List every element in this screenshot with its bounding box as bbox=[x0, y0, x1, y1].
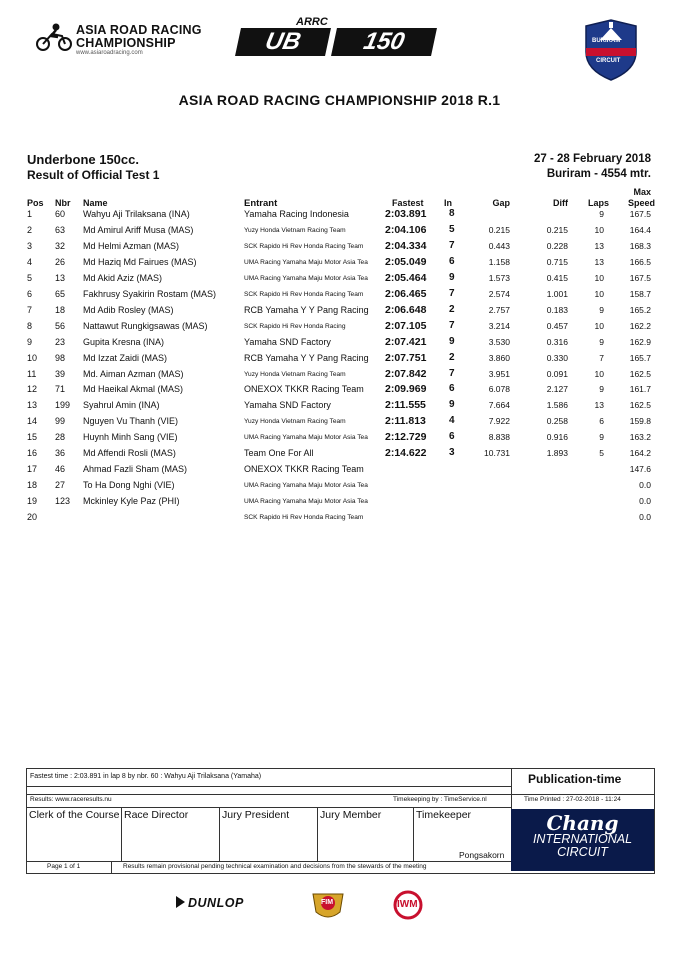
buriram-logo-top: BURIRAM bbox=[592, 38, 621, 44]
cell-laps: 10 bbox=[594, 272, 604, 283]
cell-pos: 13 bbox=[27, 400, 38, 411]
cell-nbr: 199 bbox=[55, 400, 71, 411]
cell-entrant: Yuzy Honda Vietnam Racing Team bbox=[244, 370, 346, 378]
cell-entrant: SCK Rapido Hi Rev Honda Racing Team bbox=[244, 242, 364, 250]
cell-fastest: 2:03.891 bbox=[385, 208, 427, 220]
cell-fastest: 2:07.751 bbox=[385, 351, 427, 364]
race-director-label: Race Director bbox=[124, 809, 189, 821]
table-row bbox=[0, 209, 679, 225]
cell-laps: 13 bbox=[594, 240, 604, 251]
jury-president-label: Jury President bbox=[222, 809, 290, 821]
col-nbr: Nbr bbox=[55, 198, 71, 208]
col-name: Name bbox=[83, 198, 108, 208]
cell-speed: 165.7 bbox=[629, 352, 651, 363]
cell-entrant: UMA Racing Yamaha Maju Motor Asia Tea bbox=[244, 434, 368, 442]
cell-nbr: 27 bbox=[55, 480, 66, 491]
cell-laps: 13 bbox=[594, 400, 604, 411]
cell-gap: 8.838 bbox=[488, 432, 510, 443]
jury-member-label: Jury Member bbox=[320, 809, 382, 821]
cell-diff: 0.316 bbox=[546, 336, 568, 347]
cell-in: 6 bbox=[449, 255, 455, 267]
cell-entrant: Yuzy Honda Vietnam Racing Team bbox=[244, 418, 346, 426]
cell-speed: 161.7 bbox=[629, 384, 651, 395]
cell-fastest: 2:07.421 bbox=[385, 335, 427, 348]
timekeeper-name: Pongsakorn bbox=[459, 850, 505, 860]
cell-name: Ahmad Fazli Sham (MAS) bbox=[83, 464, 188, 475]
footer-box bbox=[26, 768, 655, 874]
cell-diff: 0.415 bbox=[546, 272, 568, 283]
cell-pos: 6 bbox=[27, 288, 33, 299]
cell-in: 8 bbox=[449, 208, 455, 219]
cell-name: Md Affendi Rosli (MAS) bbox=[83, 448, 176, 459]
cell-name: Md Haziq Md Fairues (MAS) bbox=[83, 256, 197, 267]
arrc-logo-line2: CHAMPIONSHIP bbox=[76, 36, 176, 50]
cell-nbr: 28 bbox=[55, 432, 66, 443]
table-row bbox=[0, 496, 679, 512]
cell-pos: 8 bbox=[27, 320, 33, 331]
cell-entrant: UMA Racing Yamaha Maju Motor Asia Tea bbox=[244, 498, 368, 506]
cell-gap: 3.951 bbox=[488, 368, 510, 379]
cell-name: Md Amirul Ariff Musa (MAS) bbox=[83, 224, 194, 235]
cell-fastest: 2:11.555 bbox=[385, 399, 426, 412]
col-diff: Diff bbox=[553, 198, 568, 208]
cell-in: 5 bbox=[449, 223, 455, 235]
cell-pos: 20 bbox=[27, 512, 38, 523]
cell-entrant: SCK Rapido Hi Rev Honda Racing bbox=[244, 322, 346, 330]
cell-name: To Ha Dong Nghi (VIE) bbox=[83, 480, 175, 491]
cell-fastest: 2:04.106 bbox=[385, 223, 427, 236]
cell-speed: 158.7 bbox=[629, 288, 651, 299]
table-row bbox=[0, 416, 679, 432]
cell-gap: 0.215 bbox=[488, 224, 510, 235]
cell-gap: 0.443 bbox=[488, 240, 510, 251]
cell-pos: 19 bbox=[27, 496, 38, 507]
cell-gap: 10.731 bbox=[484, 448, 510, 459]
cell-in: 2 bbox=[449, 351, 455, 363]
cell-in: 9 bbox=[449, 335, 455, 347]
table-row bbox=[0, 384, 679, 400]
event-date: 27 - 28 February 2018 bbox=[534, 153, 651, 165]
cell-name: Md Izzat Zaidi (MAS) bbox=[83, 352, 168, 363]
cell-entrant: Yuzy Honda Vietnam Racing Team bbox=[244, 226, 346, 234]
fim-text: FIM bbox=[321, 899, 334, 906]
cell-diff: 0.715 bbox=[546, 256, 568, 267]
arrc-logo-line1: ASIA ROAD RACING bbox=[76, 23, 202, 37]
cell-name: Md Akid Aziz (MAS) bbox=[83, 272, 163, 283]
cell-laps: 5 bbox=[599, 448, 604, 459]
cell-nbr: 56 bbox=[55, 320, 66, 331]
cell-diff: 1.586 bbox=[546, 400, 568, 411]
cell-diff: 0.215 bbox=[546, 224, 568, 235]
ub150-logo-150: 150 bbox=[331, 28, 437, 56]
cell-nbr: 13 bbox=[55, 272, 66, 283]
cell-nbr: 23 bbox=[55, 336, 66, 347]
cell-diff: 2.127 bbox=[546, 384, 568, 395]
cell-gap: 7.922 bbox=[488, 416, 510, 427]
cell-fastest: 2:11.813 bbox=[385, 415, 426, 428]
cell-nbr: 63 bbox=[55, 224, 66, 235]
table-row bbox=[0, 225, 679, 241]
cell-nbr: 46 bbox=[55, 464, 66, 475]
publication-time-label: Publication-time bbox=[528, 772, 622, 786]
cell-pos: 10 bbox=[27, 352, 38, 363]
table-row bbox=[0, 305, 679, 321]
class-name: Underbone 150cc. bbox=[27, 152, 139, 167]
fim-logo bbox=[310, 888, 346, 922]
cell-name: Nattawut Rungkigsawas (MAS) bbox=[83, 320, 208, 331]
cell-name: Huynh Minh Sang (VIE) bbox=[83, 432, 178, 443]
table-row bbox=[0, 512, 679, 528]
cell-speed: 167.5 bbox=[629, 209, 651, 219]
cell-pos: 14 bbox=[27, 416, 38, 427]
cell-laps: 7 bbox=[599, 352, 604, 363]
cell-fastest: 2:06.648 bbox=[385, 303, 427, 316]
cell-pos: 7 bbox=[27, 304, 33, 315]
cell-diff: 0.091 bbox=[546, 368, 568, 379]
table-row bbox=[0, 464, 679, 480]
cell-nbr: 60 bbox=[55, 209, 66, 219]
cell-laps: 9 bbox=[599, 432, 604, 443]
cell-entrant: SCK Rapido Hi Rev Honda Racing Team bbox=[244, 290, 364, 298]
cell-nbr: 26 bbox=[55, 256, 66, 267]
cell-speed: 0.0 bbox=[639, 480, 651, 491]
col-pos: Pos bbox=[27, 198, 44, 208]
cell-speed: 0.0 bbox=[639, 496, 651, 507]
cell-diff: 0.457 bbox=[546, 320, 568, 331]
cell-pos: 5 bbox=[27, 272, 33, 283]
chang-logo-mid: INTERNATIONAL bbox=[532, 832, 633, 846]
cell-nbr: 71 bbox=[55, 384, 66, 395]
cell-entrant: ONEXOX TKKR Racing Team bbox=[244, 464, 364, 475]
cell-pos: 12 bbox=[27, 384, 38, 395]
cell-in: 9 bbox=[449, 271, 455, 283]
dunlop-arrow-icon bbox=[176, 896, 185, 908]
arrc-logo-url: www.asiaroadracing.com bbox=[76, 50, 143, 56]
cell-nbr: 18 bbox=[55, 304, 66, 315]
session-name: Result of Official Test 1 bbox=[27, 168, 160, 182]
cell-laps: 10 bbox=[594, 368, 604, 379]
cell-gap: 2.574 bbox=[488, 288, 510, 299]
cell-name: Fakhrusy Syakirin Rostam (MAS) bbox=[83, 288, 217, 299]
cell-speed: 165.2 bbox=[629, 304, 651, 315]
cell-laps: 9 bbox=[599, 209, 604, 219]
cell-name: Md Helmi Azman (MAS) bbox=[83, 240, 180, 251]
cell-pos: 9 bbox=[27, 336, 33, 347]
col-in: In bbox=[444, 198, 452, 208]
cell-nbr: 39 bbox=[55, 368, 66, 379]
cell-fastest: 2:07.105 bbox=[385, 319, 427, 332]
cell-gap: 3.214 bbox=[488, 320, 510, 331]
cell-gap: 3.530 bbox=[488, 336, 510, 347]
cell-gap: 2.757 bbox=[488, 304, 510, 315]
cell-entrant: UMA Racing Yamaha Maju Motor Asia Tea bbox=[244, 482, 368, 490]
table-row bbox=[0, 241, 679, 257]
results-url: Results: www.raceresults.nu bbox=[30, 796, 112, 803]
cell-pos: 15 bbox=[27, 432, 38, 443]
cell-laps: 9 bbox=[599, 336, 604, 347]
cell-entrant: UMA Racing Yamaha Maju Motor Asia Tea bbox=[244, 258, 368, 266]
page-number: Page 1 of 1 bbox=[47, 863, 81, 870]
table-row bbox=[0, 337, 679, 353]
cell-nbr: 98 bbox=[55, 352, 66, 363]
cell-entrant: Team One For All bbox=[244, 448, 314, 459]
cell-gap: 7.664 bbox=[488, 400, 510, 411]
buriram-logo-bottom: CIRCUIT bbox=[596, 58, 621, 64]
ub150-logo-arrc: ARRC bbox=[296, 16, 328, 28]
dunlop-text: DUNLOP bbox=[188, 896, 244, 910]
cell-in: 7 bbox=[449, 287, 455, 299]
cell-speed: 163.2 bbox=[629, 432, 651, 443]
cell-nbr: 99 bbox=[55, 416, 66, 427]
cell-diff: 0.330 bbox=[546, 352, 568, 363]
chang-logo-top: Chang bbox=[546, 811, 619, 835]
cell-speed: 166.5 bbox=[629, 256, 651, 267]
cell-name: Md. Aiman Azman (MAS) bbox=[83, 368, 184, 379]
cell-speed: 162.9 bbox=[629, 336, 651, 347]
cell-speed: 164.2 bbox=[629, 448, 651, 459]
cell-name: Md Haeikal Akmal (MAS) bbox=[83, 384, 184, 395]
motorcycle-rider-icon bbox=[36, 22, 72, 52]
cell-speed: 162.5 bbox=[629, 368, 651, 379]
cell-laps: 10 bbox=[594, 224, 604, 235]
cell-fastest: 2:05.464 bbox=[385, 271, 427, 284]
cell-entrant: UMA Racing Yamaha Maju Motor Asia Tea bbox=[244, 274, 368, 282]
cell-laps: 9 bbox=[599, 384, 604, 395]
cell-entrant: Yamaha Racing Indonesia bbox=[244, 209, 349, 219]
chang-logo-bottom: CIRCUIT bbox=[557, 845, 608, 859]
col-max: Max bbox=[633, 187, 651, 197]
timekeeping-by: Timekeeping by : TimeService.nl bbox=[393, 796, 487, 803]
cell-speed: 167.5 bbox=[629, 272, 651, 283]
cell-in: 9 bbox=[449, 399, 455, 411]
cell-entrant: Yamaha SND Factory bbox=[244, 336, 331, 347]
cell-fastest: 2:06.465 bbox=[385, 287, 427, 300]
arrc-logo bbox=[36, 20, 206, 56]
cell-name: Nguyen Vu Thanh (VIE) bbox=[83, 416, 179, 427]
cell-fastest: 2:07.842 bbox=[385, 367, 427, 380]
col-fastest: Fastest bbox=[392, 198, 424, 208]
cell-fastest: 2:12.729 bbox=[385, 431, 427, 444]
cell-diff: 0.228 bbox=[546, 240, 568, 251]
cell-entrant: RCB Yamaha Y Y Pang Racing bbox=[244, 304, 369, 315]
time-printed: Time Printed : 27-02-2018 - 11:24 bbox=[524, 796, 621, 803]
buriram-circuit-logo bbox=[576, 18, 646, 82]
cell-name: Mckinley Kyle Paz (PHI) bbox=[83, 496, 180, 507]
cell-in: 6 bbox=[449, 431, 455, 443]
fastest-time-note: Fastest time : 2:03.891 in lap 8 by nbr. 60 : Wahyu Aji Trilaksana (Yamaha) bbox=[30, 773, 262, 780]
timekeeper-label: Timekeeper bbox=[416, 809, 472, 821]
cell-pos: 11 bbox=[27, 368, 37, 379]
cell-laps: 10 bbox=[594, 288, 604, 299]
cell-gap: 6.078 bbox=[488, 384, 510, 395]
cell-laps: 13 bbox=[594, 256, 604, 267]
cell-diff: 0.916 bbox=[546, 432, 568, 443]
col-gap: Gap bbox=[492, 198, 510, 208]
cell-fastest: 2:05.049 bbox=[385, 255, 427, 268]
page-title: ASIA ROAD RACING CHAMPIONSHIP 2018 R.1 bbox=[178, 92, 501, 108]
clerk-of-course-label: Clerk of the Course bbox=[29, 809, 120, 821]
cell-entrant: RCB Yamaha Y Y Pang Racing bbox=[244, 352, 369, 363]
table-row bbox=[0, 353, 679, 369]
table-row bbox=[0, 257, 679, 273]
cell-in: 6 bbox=[449, 383, 455, 395]
cell-in: 4 bbox=[449, 415, 455, 427]
cell-laps: 9 bbox=[599, 304, 604, 315]
table-row bbox=[0, 321, 679, 337]
table-row bbox=[0, 273, 679, 289]
cell-entrant: Yamaha SND Factory bbox=[244, 400, 331, 411]
cell-gap: 1.573 bbox=[488, 272, 510, 283]
provisional-disclaimer: Results remain provisional pending technical examination and decisions from the stewards of the meeting bbox=[123, 863, 427, 870]
cell-in: 7 bbox=[449, 239, 455, 251]
ub150-logo-ub: UB bbox=[235, 28, 331, 56]
cell-speed: 168.3 bbox=[629, 240, 651, 251]
event-venue: Buriram - 4554 mtr. bbox=[546, 168, 651, 180]
cell-name: Md Adib Rosley (MAS) bbox=[83, 304, 174, 315]
cell-diff: 1.001 bbox=[546, 288, 568, 299]
cell-in: 7 bbox=[449, 367, 455, 379]
cell-laps: 6 bbox=[599, 416, 604, 427]
cell-pos: 2 bbox=[27, 224, 33, 235]
cell-pos: 18 bbox=[27, 480, 38, 491]
cell-nbr: 65 bbox=[55, 288, 66, 299]
cell-laps: 10 bbox=[594, 320, 604, 331]
cell-nbr: 32 bbox=[55, 240, 66, 251]
col-entrant: Entrant bbox=[244, 198, 278, 209]
cell-pos: 3 bbox=[27, 240, 33, 251]
table-row bbox=[0, 369, 679, 385]
cell-speed: 147.6 bbox=[629, 464, 651, 475]
col-speed: Speed bbox=[627, 198, 655, 208]
cell-speed: 164.4 bbox=[629, 224, 651, 235]
cell-diff: 1.893 bbox=[546, 448, 568, 459]
cell-gap: 1.158 bbox=[488, 256, 510, 267]
ub150-logo bbox=[238, 16, 438, 58]
cell-nbr: 123 bbox=[55, 496, 71, 507]
iwm-logo bbox=[390, 890, 426, 920]
table-row bbox=[0, 432, 679, 448]
cell-speed: 162.5 bbox=[629, 400, 651, 411]
cell-speed: 162.2 bbox=[629, 320, 651, 331]
cell-fastest: 2:09.969 bbox=[385, 383, 427, 396]
cell-in: 7 bbox=[449, 319, 455, 331]
chang-international-circuit-logo bbox=[511, 809, 654, 871]
cell-pos: 16 bbox=[27, 448, 38, 459]
cell-entrant: SCK Rapido Hi Rev Honda Racing Team bbox=[244, 514, 364, 522]
table-row bbox=[0, 480, 679, 496]
buriram-shield-icon bbox=[576, 18, 646, 82]
cell-entrant: ONEXOX TKKR Racing Team bbox=[244, 384, 364, 395]
cell-in: 3 bbox=[449, 447, 455, 459]
cell-fastest: 2:14.622 bbox=[385, 447, 427, 460]
table-row bbox=[0, 289, 679, 305]
dunlop-logo bbox=[176, 896, 244, 910]
cell-in: 2 bbox=[449, 303, 455, 315]
cell-fastest: 2:04.334 bbox=[385, 239, 427, 252]
col-laps: Laps bbox=[587, 198, 609, 208]
cell-speed: 0.0 bbox=[639, 512, 651, 523]
cell-pos: 17 bbox=[27, 464, 38, 475]
cell-name: Syahrul Amin (INA) bbox=[83, 400, 160, 411]
table-row bbox=[0, 400, 679, 416]
cell-diff: 0.258 bbox=[546, 416, 568, 427]
iwm-text: IWM bbox=[397, 899, 418, 910]
cell-pos: 4 bbox=[27, 256, 33, 267]
cell-speed: 159.8 bbox=[629, 416, 651, 427]
cell-diff: 0.183 bbox=[546, 304, 568, 315]
table-row bbox=[0, 448, 679, 464]
cell-name: Gupita Kresna (INA) bbox=[83, 336, 165, 347]
cell-name: Wahyu Aji Trilaksana (INA) bbox=[83, 209, 190, 219]
cell-gap: 3.860 bbox=[488, 352, 510, 363]
cell-nbr: 36 bbox=[55, 448, 66, 459]
cell-pos: 1 bbox=[27, 209, 33, 219]
